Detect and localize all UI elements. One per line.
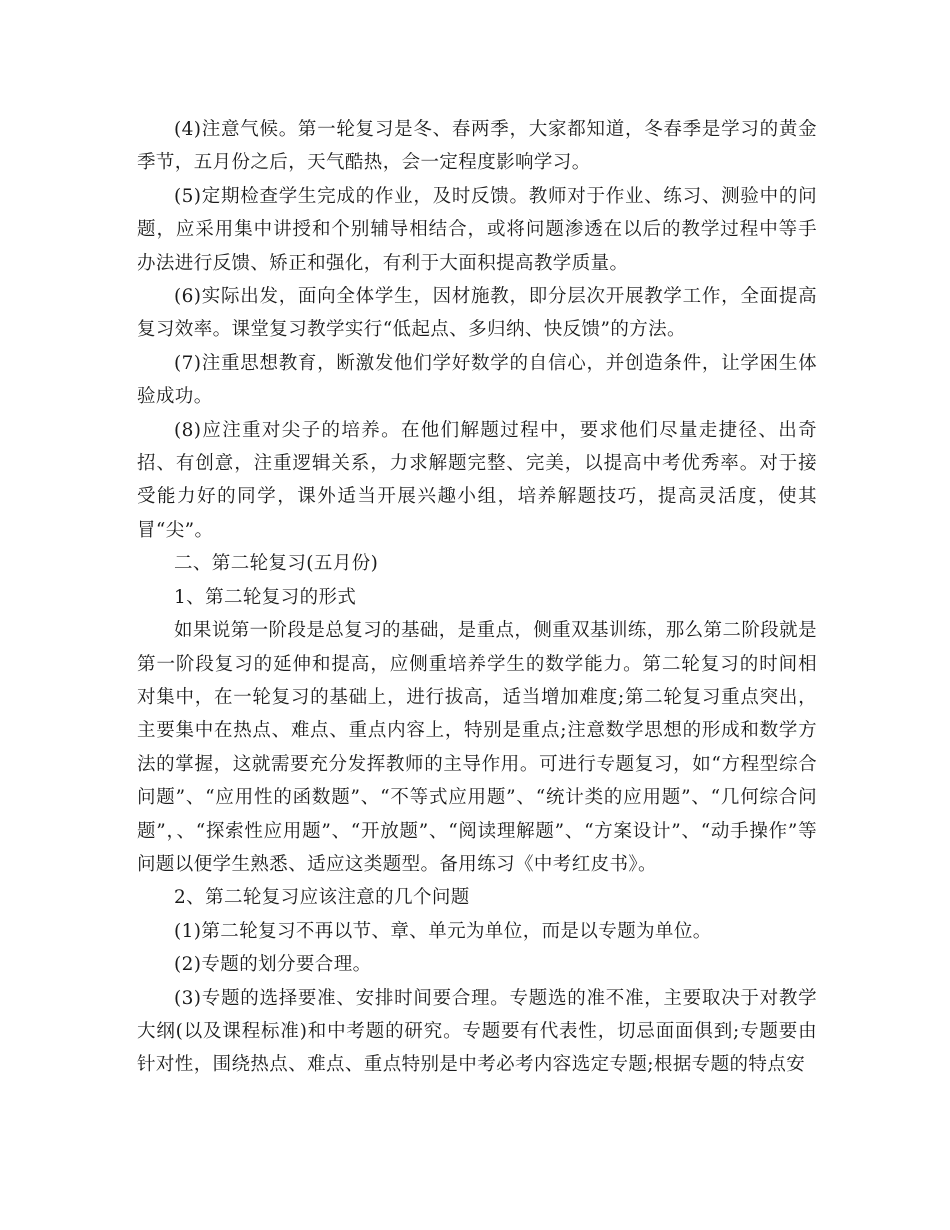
subheading-notes: 2、第二轮复习应该注意的几个问题 — [174, 887, 470, 909]
section-heading-second-round: 二、第二轮复习(五月份) — [174, 553, 379, 575]
paragraph-item-4: (4)注意气候。第一轮复习是冬、春两季，大家都知道，冬春季是学习的黄金季节，五月份之后，天气酷热，会一定程度影响学习。 — [137, 119, 817, 174]
paragraph-item-6: (6)实际出发，面向全体学生，因材施教，即分层次开展教学工作，全面提高复习效率。课堂复习教学实行“低起点、多归纳、快反馈”的方法。 — [137, 286, 817, 341]
subheading-form: 1、第二轮复习的形式 — [174, 586, 357, 608]
paragraph-note-3: (3)专题的选择要准、安排时间要合理。专题选的准不准，主要取决于对教学大纲(以及课程标准)和中考题的研究。专题要有代表性，切忌面面俱到;专题要由针对性，围绕热点、难点、重点特别是中考必考内容选定专题;根据专题的特点安 — [137, 987, 817, 1076]
paragraph-item-5: (5)定期检查学生完成的作业，及时反馈。教师对于作业、练习、测验中的问题，应采用集中讲授和个别辅导相结合，或将问题渗透在以后的教学过程中等手办法进行反馈、矫正和强化，有利于大面积提高教学质量。 — [137, 185, 817, 274]
document-body — [137, 113, 817, 1082]
paragraph-second-round-body: 如果说第一阶段是总复习的基础，是重点，侧重双基训练，那么第二阶段就是第一阶段复习的延伸和提高，应侧重培养学生的数学能力。第二轮复习的时间相对集中，在一轮复习的基础上，进行拔高，适当增加难度;第二轮复习重点突出，主要集中在热点、难点、重点内容上，特别是重点;注意数学思想的形成和数学方法的掌握，这就需要充分发挥教师的主导作用。可进行专题复习，如“方程型综合问题”、“应用性的函数题”、“不等式应用题”、“统计类的应用题”、“几何综合问题”，、“探索性应用题”、“开放题”、“阅读理解题”、“方案设计”、“动手操作”等问题以便学生熟悉、适应这类题型。备用练习《中考红皮书》。 — [137, 620, 817, 875]
paragraph-item-8: (8)应注重对尖子的培养。在他们解题过程中，要求他们尽量走捷径、出奇招、有创意，注重逻辑关系，力求解题完整、完美，以提高中考优秀率。对于接受能力好的同学，课外适当开展兴趣小组，培养解题技巧，提高灵活度，使其冒“尖”。 — [137, 419, 817, 541]
paragraph-note-1: (1)第二轮复习不再以节、章、单元为单位，而是以专题为单位。 — [174, 920, 712, 942]
paragraph-note-2: (2)专题的划分要合理。 — [174, 954, 372, 976]
paragraph-item-7: (7)注重思想教育，断激发他们学好数学的自信心，并创造条件，让学困生体验成功。 — [137, 352, 817, 408]
